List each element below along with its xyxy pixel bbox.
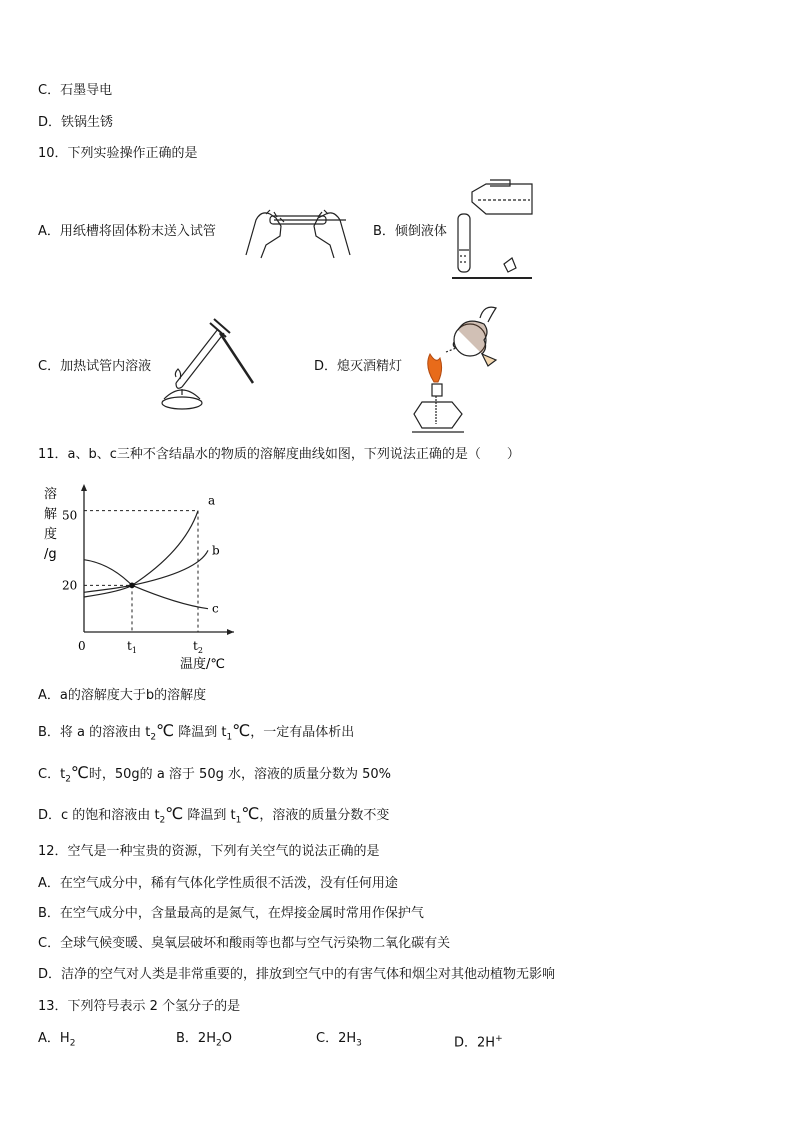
q9-option-c: C．石墨导电	[38, 83, 113, 98]
q11-d-t1-sub: 1	[235, 815, 242, 826]
x-axis-arrow	[227, 629, 234, 635]
series-a-curve	[84, 511, 198, 597]
x-tick-sub: 2	[197, 646, 203, 655]
q13-d-pre: D．	[454, 1035, 478, 1051]
y-axis-label-char: /g	[44, 547, 57, 562]
q13-d-base: 2H	[477, 1035, 496, 1051]
q12-option-d: D．洁净的空气对人类是非常重要的，排放到空气中的有害气体和烟尘对其他动植物无影响	[38, 967, 556, 982]
q13-b-post: O	[221, 1031, 232, 1046]
x-tick-label: $t_2$	[193, 639, 203, 655]
origin-label: 0	[78, 639, 86, 653]
series-c-label: c	[212, 601, 219, 616]
q11-option-c	[38, 764, 391, 789]
q13-stem: 13．下列符号表示 2 个氢分子的是	[38, 999, 241, 1014]
q9-option-d: D．铁锅生锈	[38, 115, 114, 130]
q13-option-b	[176, 1030, 232, 1053]
q12-option-c: C．全球气候变暖、臭氧层破坏和酸雨等也都与空气污染物二氧化碳有关	[38, 936, 451, 951]
q11-b-deg2: ℃	[232, 721, 251, 740]
q11-c-t2: t	[60, 767, 66, 782]
q10-stem: 10．下列实验操作正确的是	[38, 146, 198, 161]
blowing-out-lamp-illustration	[418, 296, 502, 436]
q12-option-a: A．在空气成分中，稀有气体化学性质很不活泼，没有任何用途	[38, 876, 398, 891]
q10-option-c: C．加热试管内溶液	[38, 359, 152, 374]
q11-c-deg: ℃	[70, 763, 89, 782]
series-b-label: b	[212, 543, 220, 558]
intersection-point	[129, 583, 135, 589]
q13-b-pre: B．	[176, 1031, 198, 1046]
y-axis-label-char: 解	[44, 507, 58, 522]
q11-d-pre: D．c 的饱和溶液由	[38, 808, 155, 823]
q13-a-base: H	[59, 1031, 70, 1046]
q12-stem: 12．空气是一种宝贵的资源，下列有关空气的说法正确的是	[38, 844, 380, 859]
q13-c-base: 2H	[338, 1031, 357, 1046]
heating-tube-illustration	[158, 315, 258, 415]
q13-b-sub: 2	[215, 1038, 222, 1049]
q11-b-t2-sub: 2	[150, 732, 157, 743]
q11-b-post: ，一定有晶体析出	[250, 725, 355, 740]
y-axis-label-char: 度	[44, 527, 58, 542]
q11-c-post: 时，50g的 a 溶于 50g 水，溶液的质量分数为 50%	[88, 767, 392, 782]
q11-stem: 11．a、b、c三种不含结晶水的物质的溶解度曲线如图，下列说法正确的是（ ）	[38, 447, 520, 462]
q13-option-d	[454, 1030, 503, 1052]
paper-trough-illustration	[236, 200, 360, 260]
q13-c-sub: 3	[356, 1038, 362, 1049]
series-a-label: a	[208, 493, 216, 508]
q11-c-pre: C．	[38, 767, 61, 782]
q11-d-mid: 降温到	[183, 808, 231, 823]
q13-d-sup: +	[495, 1034, 503, 1044]
q10-option-d: D．熄灭酒精灯	[314, 359, 403, 374]
q11-b-deg1: ℃	[156, 721, 175, 740]
q11-b-pre: B．将 a 的溶液由	[38, 725, 146, 740]
x-tick-label: $t_1$	[127, 639, 137, 655]
y-axis-arrow	[81, 484, 87, 491]
series-b-curve	[84, 550, 208, 592]
q11-d-deg2: ℃	[241, 804, 260, 823]
q13-c-pre: C．	[316, 1031, 339, 1046]
q11-d-t1: t	[230, 808, 236, 823]
q13-b-base: 2H	[197, 1031, 216, 1046]
q10-option-a: A．用纸槽将固体粉末送入试管	[38, 224, 216, 239]
q11-option-d	[38, 805, 389, 830]
pouring-liquid-illustration	[452, 178, 534, 282]
q11-option-a: A．a的溶解度大于b的溶解度	[38, 688, 207, 703]
q13-option-a	[38, 1030, 75, 1053]
q10-option-b: B．倾倒液体	[373, 224, 447, 239]
solubility-chart	[38, 480, 238, 670]
x-axis-label: 温度/℃	[180, 657, 225, 672]
q11-b-t1-sub: 1	[226, 732, 233, 743]
q13-a-pre: A．	[38, 1031, 60, 1046]
q11-d-post: ，溶液的质量分数不变	[259, 808, 390, 823]
q11-b-mid: 降温到	[174, 725, 222, 740]
q11-d-t2: t	[154, 808, 160, 823]
q11-b-t1: t	[221, 725, 227, 740]
q11-c-t2-sub: 2	[65, 774, 71, 785]
y-tick-label: 20	[62, 578, 78, 593]
x-tick-sub: 1	[131, 646, 137, 655]
q11-b-t2: t	[145, 725, 151, 740]
q11-d-deg1: ℃	[165, 804, 184, 823]
q12-option-b: B．在空气成分中，含量最高的是氮气，在焊接金属时常用作保护气	[38, 906, 424, 921]
solubility-chart-svg	[38, 480, 238, 670]
y-tick-label: 50	[62, 508, 78, 523]
q11-option-b	[38, 722, 354, 747]
y-axis-label-char: 溶	[44, 487, 58, 502]
q13-option-c	[316, 1030, 362, 1053]
q11-d-t2-sub: 2	[159, 815, 166, 826]
q13-a-sub: 2	[69, 1038, 76, 1049]
